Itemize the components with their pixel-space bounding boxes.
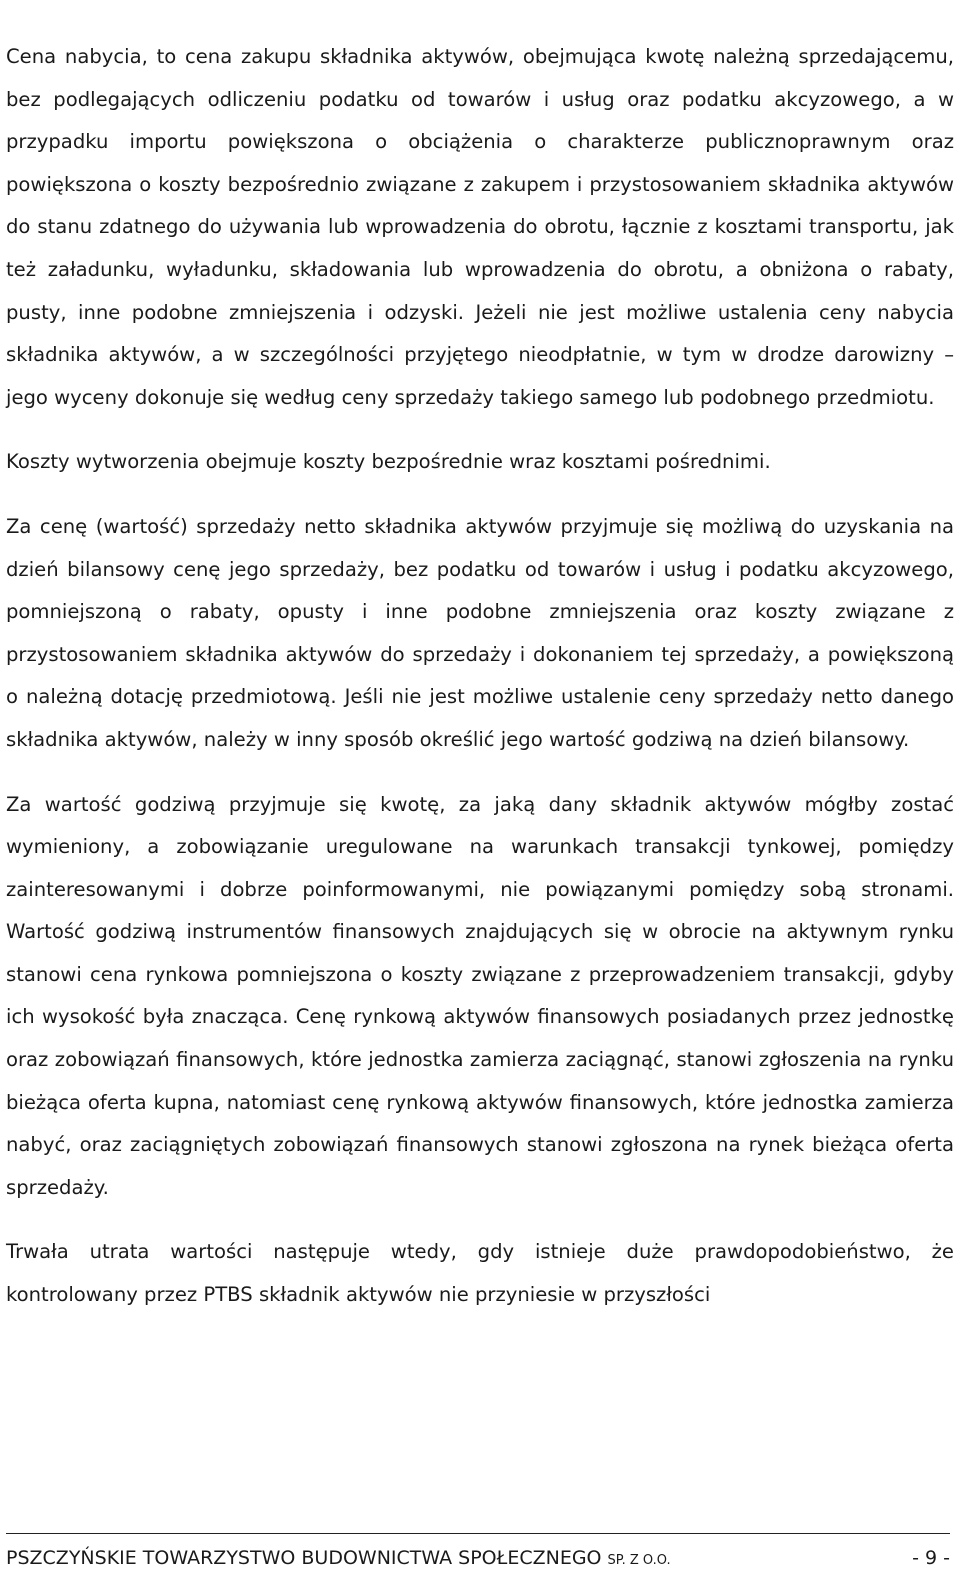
- paragraph-trwala-utrata-wartosci: Trwała utrata wartości następuje wtedy, gdy istnieje duże prawdopodobieństwo, że kontrolowany przez PTBS składnik aktywów nie przyniesie w przyszłości: [6, 1240, 954, 1307]
- document-body: [6, 36, 954, 1317]
- paragraph-wartosc-godziwa: Za wartość godziwą przyjmuje się kwotę, za jaką dany składnik aktywów mógłby zostać wymieniony, a zobowiązanie uregulowane na warunkach transakcji tynkowej, pomiędzy zainteresowanymi i dobrze poinformowanymi, nie powiązanymi pomiędzy sobą stronami. Wartość godziwą instrumentów finansowych znajdujących się w obrocie na aktywnym rynku stanowi cena rynkowa pomniejszona o koszty związane z przeprowadzeniem transakcji, gdyby ich wysokość była znacząca. Cenę rynkową aktywów finansowych posiadanych przez jednostkę oraz zobowiązań finansowych, które jednostka zamierza zaciągnąć, stanowi zgłoszenia na rynku bieżąca oferta kupna, natomiast cenę rynkową aktywów finansowych, które jednostka zamierza nabyć, oraz zaciągniętych zobowiązań finansowych stanowi zgłoszona na rynek bieżąca oferta sprzedaży.: [6, 792, 954, 1199]
- footer-company-suffix: SP. Z O.O.: [607, 1553, 671, 1568]
- footer-company-name: [6, 1548, 671, 1571]
- footer-page-number: - 9 -: [912, 1547, 950, 1569]
- page-footer: [6, 1533, 950, 1568]
- footer-company-main: PSZCZYŃSKIE TOWARZYSTWO BUDOWNICTWA SPOŁECZNEGO: [6, 1547, 608, 1569]
- paragraph-koszty-wytworzenia: Koszty wytworzenia obejmuje koszty bezpośrednie wraz kosztami pośrednimi.: [6, 450, 771, 474]
- paragraph-cena-sprzedazy-netto: Za cenę (wartość) sprzedaży netto składnika aktywów przyjmuje się możliwą do uzyskania na dzień bilansowy cenę jego sprzedaży, bez podatku od towarów i usług i podatku akcyzowego, pomniejszoną o rabaty, opusty i inne podobne zmniejszenia oraz koszty związane z przystosowaniem składnika aktywów do sprzedaży i dokonaniem tej sprzedaży, a powiększoną o należną dotację przedmiotową. Jeśli nie jest możliwe ustalenie ceny sprzedaży netto danego składnika aktywów, należy w inny sposób określić jego wartość godziwą na dzień bilansowy.: [6, 514, 954, 751]
- paragraph-cena-nabycia: Cena nabycia, to cena zakupu składnika aktywów, obejmująca kwotę należną sprzedającemu, bez podlegających odliczeniu podatku od towarów i usług oraz podatku akcyzowego, a w przypadku importu powiększona o obciążenia o charakterze publicznoprawnym oraz powiększona o koszty bezpośrednio związane z zakupem i przystosowaniem składnika aktywów do stanu zdatnego do używania lub wprowadzenia do obrotu, łącznie z kosztami transportu, jak też załadunku, wyładunku, składowania lub wprowadzenia do obrotu, a obniżona o rabaty, pusty, inne podobne zmniejszenia i odzyski. Jeżeli nie jest możliwe ustalenia ceny nabycia składnika aktywów, a w szczególności przyjętego nieodpłatnie, w tym w drodze darowizny – jego wyceny dokonuje się według ceny sprzedaży takiego samego lub podobnego przedmiotu.: [6, 45, 954, 409]
